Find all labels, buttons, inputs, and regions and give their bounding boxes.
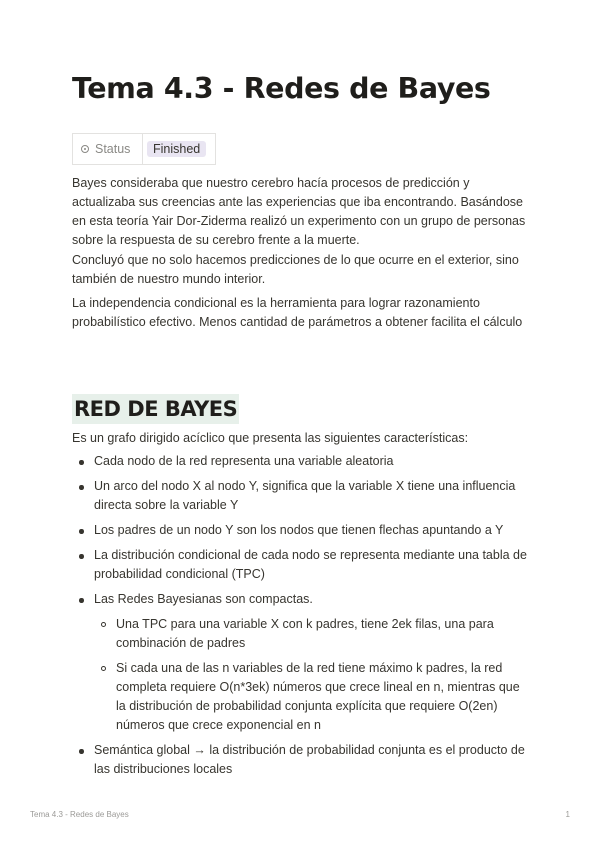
list-item-text: Las Redes Bayesianas son compactas. bbox=[94, 592, 313, 606]
list-item bbox=[72, 590, 528, 735]
intro-paragraph-2: Concluyó que no solo hacemos predicciones de lo que ocurre en el exterior, sino también de nuestro mundo interior. bbox=[72, 253, 519, 286]
list-item bbox=[72, 546, 528, 584]
page-footer bbox=[30, 810, 570, 819]
section-heading: RED DE BAYES bbox=[72, 394, 239, 424]
list-item-text: Los padres de un nodo Y son los nodos que tienen flechas apuntando a Y bbox=[94, 523, 504, 537]
status-tag[interactable]: Finished bbox=[147, 141, 206, 157]
sub-list bbox=[94, 615, 528, 735]
characteristics-list bbox=[72, 452, 528, 785]
status-circle-icon bbox=[81, 145, 89, 153]
list-item-text: Un arco del nodo X al nodo Y, significa que la variable X tiene una influencia directa sobre la variable Y bbox=[94, 479, 516, 512]
list-item-text: Semántica global → la distribución de probabilidad conjunta es el producto de las distribuciones locales bbox=[94, 743, 525, 776]
section-lead: Es un grafo dirigido acíclico que presenta las siguientes características: bbox=[72, 431, 469, 445]
status-label: Status bbox=[95, 142, 131, 156]
intro-paragraph-3: La independencia condicional es la herramienta para lograr razonamiento probabilístico efectivo. Menos cantidad de parámetros a obtener facilita el cálculo bbox=[72, 296, 523, 329]
list-item-text: La distribución condicional de cada nodo se representa mediante una tabla de probabilidad condicional (TPC) bbox=[94, 548, 527, 581]
page-number: 1 bbox=[565, 810, 570, 819]
sub-list-item: Si cada una de las n variables de la red tiene máximo k padres, la red completa requiere O(n*3ek) números que crece lineal en n, mientras que la distribución de probabilidad conjunta explícita que requiere O(2en) números que crece exponencial en n bbox=[94, 659, 528, 735]
list-item-text: Cada nodo de la red representa una variable aleatoria bbox=[94, 454, 394, 468]
list-item bbox=[72, 477, 528, 515]
status-property-name bbox=[73, 134, 143, 164]
footer-title: Tema 4.3 - Redes de Bayes bbox=[30, 810, 129, 819]
intro-paragraph-1: Bayes consideraba que nuestro cerebro hacía procesos de predicción y actualizaba sus creencias ante las experiencias que iba encontrando. Basándose en esta teoría Yair Dor-Ziderma realizó un experimento con un grupo de personas sobre la respuesta de su cerebro frente a la muerte. bbox=[72, 176, 526, 247]
sub-list-item: Una TPC para una variable X con k padres, tiene 2ek filas, una para combinación de padres bbox=[94, 615, 528, 653]
status-property-value[interactable] bbox=[143, 134, 206, 164]
properties-table bbox=[72, 133, 216, 165]
list-item bbox=[72, 521, 528, 540]
list-item bbox=[72, 452, 528, 471]
page-title: Tema 4.3 - Redes de Bayes bbox=[72, 72, 491, 105]
list-item bbox=[72, 741, 528, 779]
